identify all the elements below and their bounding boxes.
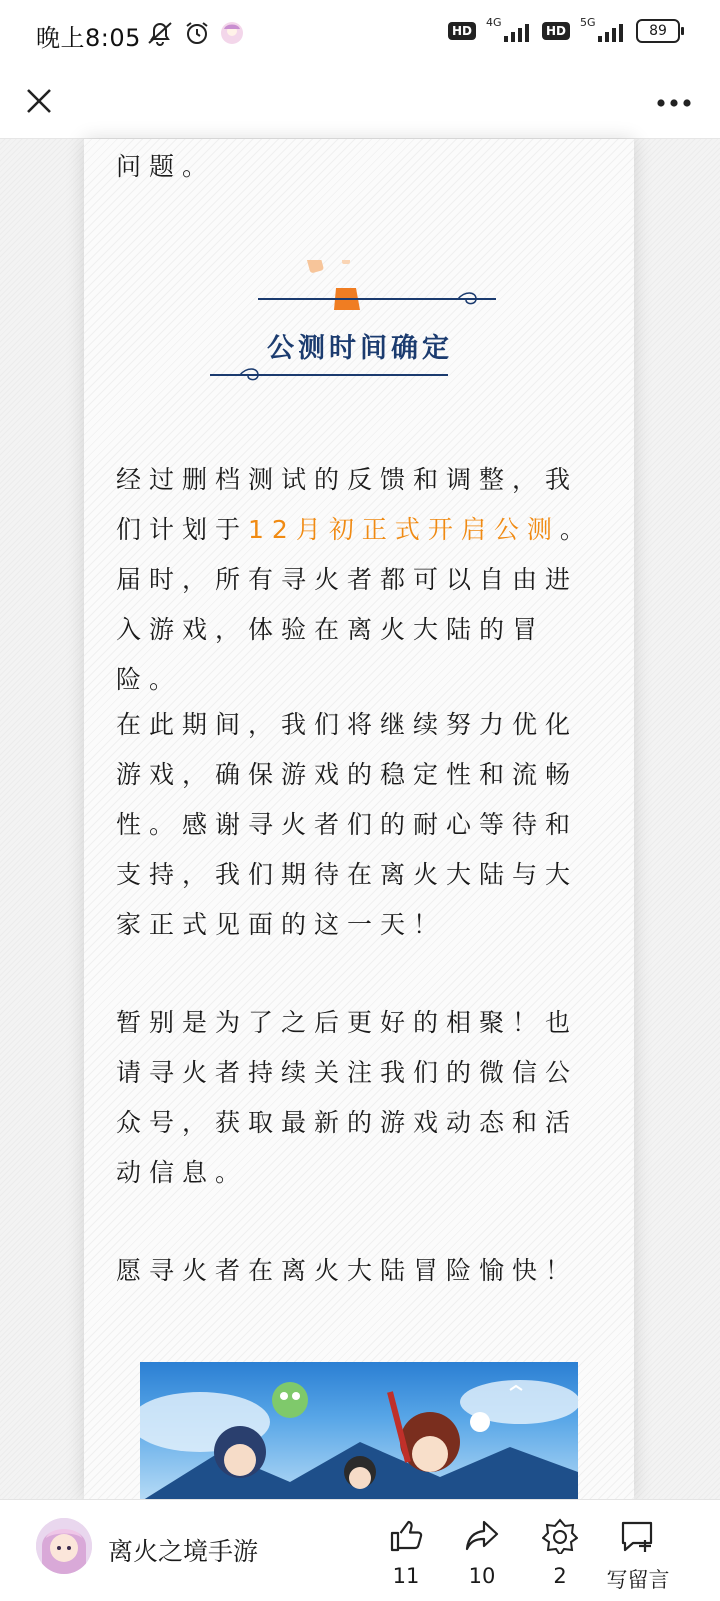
comment-label: 写留言 xyxy=(606,1568,670,1592)
favorite-count: 2 xyxy=(553,1564,567,1588)
like-count: 11 xyxy=(392,1564,420,1588)
hd-badge: HD xyxy=(542,22,570,40)
status-left-icons xyxy=(146,20,244,50)
status-right-icons xyxy=(448,18,680,44)
share-icon xyxy=(464,1518,500,1554)
section-heading xyxy=(210,300,510,400)
highlight-text: 12月初正式开启公测 xyxy=(248,515,560,544)
comment-icon xyxy=(619,1518,657,1554)
thumbs-up-icon xyxy=(388,1518,424,1554)
favorite-icon xyxy=(542,1518,578,1554)
app-avatar-icon xyxy=(220,21,244,49)
signal-4g-icon: 4G xyxy=(486,18,532,44)
paragraph-3: 暂别是为了之后更好的相聚！也请寻火者持续关注我们的微信公众号，获取最新的游戏动态和活动信息。 xyxy=(116,1008,579,1187)
close-icon xyxy=(24,86,54,116)
share-button[interactable] xyxy=(446,1516,518,1588)
share-count: 10 xyxy=(468,1564,496,1588)
battery-icon: 89 xyxy=(636,19,680,43)
bottom-action-bar xyxy=(0,1499,720,1601)
alarm-icon xyxy=(184,20,210,50)
account-avatar[interactable] xyxy=(36,1518,92,1574)
comment-button[interactable] xyxy=(602,1516,674,1594)
signal-5g-icon: 5G xyxy=(580,18,626,44)
paragraph-1: 经过删档测试的反馈和调整，我们计划于12月初正式开启公测。届时，所有寻火者都可以自由进入游戏，体验在离火大陆的冒险。 xyxy=(116,465,593,694)
paragraph-2: 在此期间，我们将继续努力优化游戏，确保游戏的稳定性和流畅性。感谢寻火者们的耐心等待和支持，我们期待在离火大陆与大家正式见面的这一天！ xyxy=(116,710,579,939)
close-button[interactable] xyxy=(18,80,60,122)
like-button[interactable] xyxy=(370,1516,442,1588)
more-button[interactable] xyxy=(652,82,696,124)
mute-notification-icon xyxy=(146,20,174,50)
more-icon xyxy=(656,98,692,108)
hd-badge: HD xyxy=(448,22,476,40)
account-name[interactable]: 离火之境手游 xyxy=(108,1537,259,1566)
section-title: 公测时间确定 xyxy=(267,333,453,364)
game-artwork-image xyxy=(140,1362,578,1502)
status-time: 晚上8:05 xyxy=(36,24,141,52)
favorite-button[interactable] xyxy=(524,1516,596,1588)
status-bar xyxy=(0,0,720,70)
top-navigation xyxy=(0,70,720,139)
lead-fragment: 问题。 xyxy=(116,152,216,181)
paragraph-4: 愿寻火者在离火大陆冒险愉快！ xyxy=(116,1256,579,1285)
